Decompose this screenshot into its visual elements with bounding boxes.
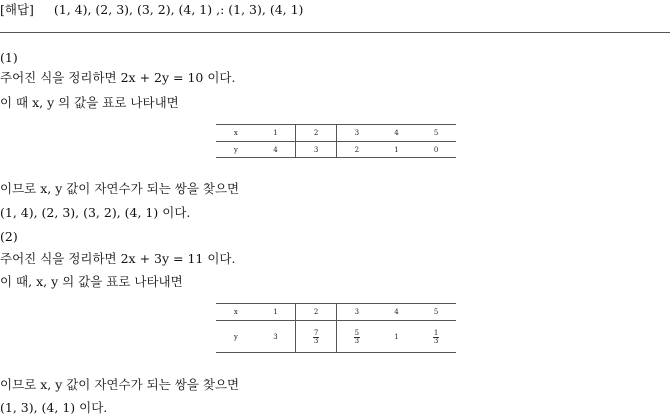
table1-x3: 3	[336, 125, 376, 142]
table1-x2: 2	[296, 125, 337, 142]
fraction-5-3: $\frac{5}{3}$	[354, 328, 360, 345]
table1-y5: 0	[416, 142, 456, 158]
table1-x-label: x	[216, 125, 256, 142]
table2-x1: 1	[256, 304, 296, 321]
divider	[0, 32, 670, 33]
part2-line4: (1, 3), (4, 1) 이다.	[0, 400, 108, 415]
table1-y4: 1	[377, 142, 417, 158]
table2-y3	[336, 321, 376, 353]
part1-line3: 이므로 x, y 값이 자연수가 되는 쌍을 찾으면	[0, 181, 240, 196]
table1-y1: 4	[256, 142, 296, 158]
table2-y4: 1	[377, 321, 417, 353]
part2-line1: 주어진 식을 정리하면 2x + 3y = 11 이다.	[0, 251, 236, 266]
table1-x4: 4	[377, 125, 417, 142]
table1-x1: 1	[256, 125, 296, 142]
table2-y-label: y	[216, 321, 256, 353]
table2-x3: 3	[336, 304, 376, 321]
part1-label: (1)	[0, 50, 18, 65]
part2-line2: 이 때, x, y 의 값을 표로 나타내면	[0, 274, 183, 289]
fraction-7-3: $\frac{7}{3}$	[313, 328, 319, 345]
part1-line4: (1, 4), (2, 3), (3, 2), (4, 1) 이다.	[0, 205, 191, 220]
table2-x4: 4	[377, 304, 417, 321]
answer-tag: [해답]	[0, 2, 34, 17]
part1-line2: 이 때 x, y 의 값을 표로 나타내면	[0, 95, 179, 110]
fraction-1-3: $\frac{1}{3}$	[433, 328, 439, 345]
answer-text: (1, 4), (2, 3), (3, 2), (4, 1) ,: (1, 3), (4, 1)	[53, 2, 304, 17]
table2-x2: 2	[296, 304, 337, 321]
part2-label: (2)	[0, 229, 18, 244]
table1-x5: 5	[416, 125, 456, 142]
table2-y1: 3	[256, 321, 296, 353]
table1-y-label: y	[216, 142, 256, 158]
value-table-1	[216, 124, 456, 158]
answer-line	[0, 2, 303, 18]
table1-y3: 2	[336, 142, 376, 158]
table2-y5	[416, 321, 456, 353]
value-table-2	[216, 303, 456, 353]
part1-line1: 주어진 식을 정리하면 2x + 2y = 10 이다.	[0, 70, 236, 85]
table2-y2	[296, 321, 337, 353]
table1-y2: 3	[296, 142, 337, 158]
table2-x-label: x	[216, 304, 256, 321]
part2-line3: 이므로 x, y 값이 자연수가 되는 쌍을 찾으면	[0, 377, 240, 392]
table2-x5: 5	[416, 304, 456, 321]
